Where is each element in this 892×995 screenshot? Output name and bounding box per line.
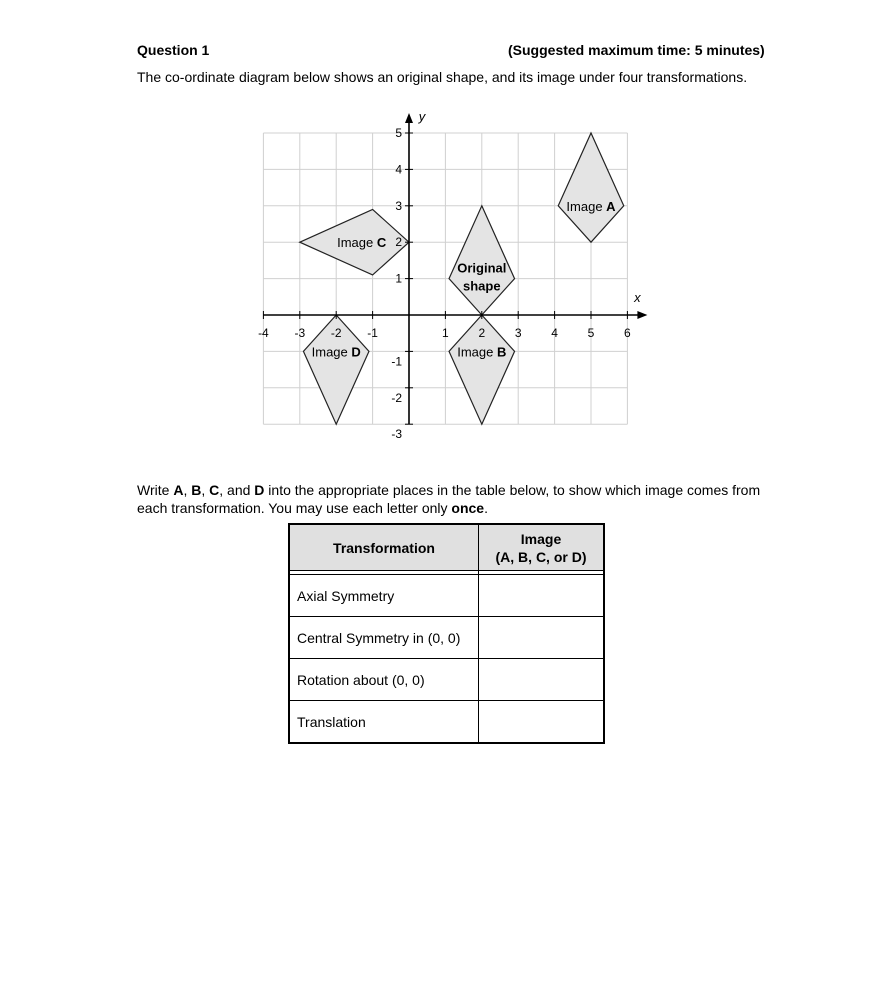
- x-axis-arrow: [637, 311, 647, 319]
- answer-cell[interactable]: [479, 659, 604, 701]
- coordinate-diagram: [0, 0, 892, 440]
- x-tick-label: -4: [258, 326, 269, 340]
- image-d-label: Image D: [311, 344, 361, 360]
- x-tick-label: 4: [551, 326, 558, 340]
- y-tick-label: 1: [395, 271, 402, 286]
- y-tick-label: -2: [391, 390, 402, 405]
- answer-cell[interactable]: [479, 701, 604, 743]
- x-tick-label: 2: [478, 326, 486, 340]
- y-tick-label: 2: [395, 235, 402, 250]
- y-tick-label: 3: [395, 198, 402, 213]
- transformation-label: Rotation about (0, 0): [290, 659, 479, 701]
- table-row: [290, 659, 604, 701]
- answer-table: [289, 524, 604, 743]
- transformation-header: Transformation: [290, 525, 479, 571]
- original-label: shape: [463, 278, 501, 294]
- transformation-label: Central Symmetry in (0, 0): [290, 617, 479, 659]
- instructions: Write A, B, C, and D into the appropriate places in the table below, to show which image comes from each transformation. You may use each letter only once.: [137, 482, 761, 516]
- x-tick-label: -2: [330, 326, 342, 340]
- table-header-row: [290, 525, 604, 571]
- x-tick-label: 1: [442, 326, 449, 340]
- x-tick-label: 3: [514, 326, 522, 340]
- image-header: Image (A, B, C, or D): [479, 525, 604, 571]
- y-tick-label: 4: [395, 162, 402, 177]
- table-row: [290, 575, 604, 617]
- y-tick-label: 5: [395, 126, 402, 140]
- table-row: [290, 617, 604, 659]
- original-label: Original: [457, 260, 507, 276]
- x-axis-label: x: [634, 290, 641, 305]
- y-axis-label: y: [418, 109, 426, 124]
- image-a-label: Image A: [566, 198, 616, 214]
- image-a-shape: [558, 133, 624, 242]
- y-tick-label: -3: [391, 427, 402, 440]
- y-tick-label: -1: [391, 354, 402, 369]
- y-axis-arrow: [405, 113, 413, 123]
- image-c-label: Image C: [337, 235, 387, 251]
- x-tick-label: -3: [294, 326, 306, 340]
- x-tick-label: 5: [587, 326, 595, 340]
- question-title: Question 1: [137, 42, 210, 58]
- table-row: [290, 701, 604, 743]
- answer-cell[interactable]: [479, 617, 604, 659]
- transformation-label: Translation: [290, 701, 479, 743]
- x-tick-label: 6: [624, 326, 631, 340]
- answer-cell[interactable]: [479, 575, 604, 617]
- suggested-time: (Suggested maximum time: 5 minutes): [508, 42, 765, 58]
- image-b-label: Image B: [457, 344, 507, 360]
- intro-text: The co-ordinate diagram below shows an original shape, and its image under four transformations.: [137, 69, 748, 85]
- x-tick-label: -1: [367, 326, 378, 340]
- transformation-label: Axial Symmetry: [290, 575, 479, 617]
